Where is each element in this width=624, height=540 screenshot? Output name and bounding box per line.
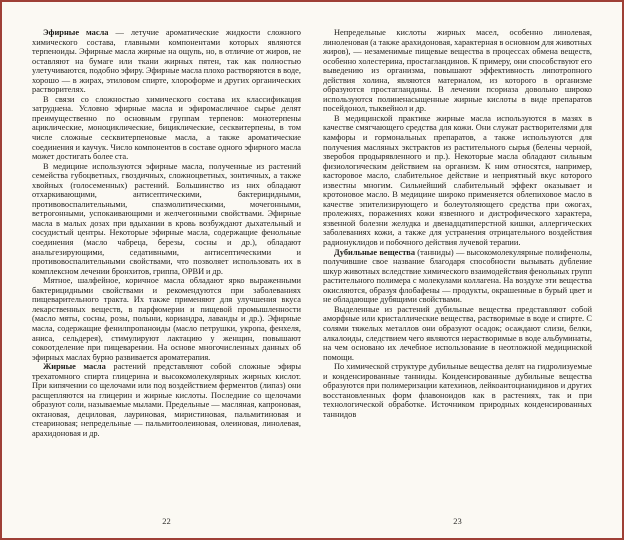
paragraph: По химической структуре дубильные вещества делят на гидролизуемые и конденсированные танниды. Конденсированные дубильные вещества образуются при полимеризации катехинов, лейкоантоцианидинов и других восстановленных форм флавоноидов как в растениях, так и при технологической обработке. Источником природных конденсированных таннидов	[323, 362, 592, 419]
right-page-text	[323, 28, 592, 511]
paragraph: Непредельные кислоты жирных масел, особенно линолевая, линоленовая (а также арахидоновая, характерная в основном для животных жиров), — незаменимые пищевые вещества в процессах обмена веществ, особенно холестерина, простагландинов. К примеру, они способствуют его выведению из организма, повышают эффективность липотропного действия холина, являются материалом, из которого в организме образуются простагландины. В лечении псориаза довольно широко используются полиненасыщенные жирные кислоты в виде препаратов посейдонол, тыквейнол и др.	[323, 28, 592, 114]
left-page-text	[32, 28, 301, 511]
paragraph: В медицине используются эфирные масла, полученные из растений семейства губоцветных, гвоздичных, сложноцветных, зонтичных, а также хвойных (голосеменных) растений. Большинство из них обладают отхаркивающими, антисептическими, бактерицидными, противовоспалительными, спазмолитическими, мочегонными, ветрогонными, успокаивающими и желчегонными свойствами. Эфирные масла в малых дозах при вдыхании в кровь возбуждают дыхательный и сосудистый центры. Некоторые эфирные масла, содержащие фенольные соединения (масло чабреца, березы, сосны и др.), обладают анальгезирующими, седативными, антисептическими и противовоспалительными свойствами, что позволяет использовать их в комплексном лечении бронхитов, гриппа, ОРВИ и др.	[32, 161, 301, 276]
paragraph-lead: Жирные масла	[43, 362, 106, 372]
right-page	[323, 28, 592, 526]
paragraph	[32, 28, 301, 95]
paragraph: Выделенные из растений дубильные вещества представляют собой аморфные или кристаллические вещества, растворимые в воде и спирте. С солями тяжелых металлов они образуют осадок; осаждают слизи, белки, алкалоиды, следствием чего являются нерастворимые в воде альбуминаты, на чем основано их лечебное использование в неотложной медицинской помощи.	[323, 304, 592, 362]
paragraph	[323, 248, 592, 305]
paragraph: В связи со сложностью химического состава их классификация затруднена. Условно эфирные масла и эфиромасличное сырье делят преимущественно по основным группам терпенов: монотерпены ациклические, моноциклические, бициклические, сесквитерпены, в том числе сложные сесквитерпеновые масла, а также ароматические соединения и каучук. Число компонентов в составе одного эфирного масла может достигать более ста.	[32, 94, 301, 162]
paragraph-text: — летучие ароматические жидкости сложного химического состава, главными компонентами которых являются терпеноиды. Эфирные масла жирные на ощупь, но, в отличие от жиров, не оставляют на бумаге или ткани жирных пятен, так как полностью улетучиваются, подобно эфиру. Эфирные масла плохо растворяются в воде, хорошо — в жирах, этиловом спирте, хлороформе и других органических растворителях.	[32, 28, 301, 95]
right-page-number: 23	[453, 516, 462, 526]
paragraph-text: растений представляют собой сложные эфиры трехатомного спирта глицерина и высокомолекулярных жирных кислот. При кипячении со щелочами или под воздействием ферментов (липаз) они расщепляются на глицерин и жирные кислоты. Последние со щелочами образуют соли, называемые мылами. Предельные — масляная, капроновая, октановая, дециловая, лауриновая, миристиновая, пальмитиновая и стеариновая; непредельные — пальмитоолеиновая, олеиновая, линолевая, арахидоновая и др.	[32, 362, 301, 438]
paragraph-lead: Эфирные масла	[43, 28, 109, 37]
left-page	[32, 28, 301, 526]
paragraph-text: (танниды) — высокомолекулярные полифенолы, получившие свое название благодаря способности вызывать дубление шкур животных вследствие химического взаимодействия фенольных групп растительного полимера с молекулами коллагена. На воздухе эти вещества окисляются, образуя флобафены — продукты, окрашенные в бурый цвет и не обладающие дубящими свойствами.	[323, 247, 592, 305]
paragraph-lead: Дубильные вещества	[334, 247, 416, 257]
paragraph: В медицинской практике жирные масла используются в мазях в качестве смягчающего средства для кожи. Они служат растворителями для камфоры и гормональных препаратов, а также используются для получения масляных экстрактов из растительного сырья (белены черной, зверобоя продырявленного и пр.). Некоторые масла обладают сильным физиологическим действием на организм. К ним относятся, например, касторовое масло, слабительное действие и неприятный вкус которого известны многим. Сильнейший слабительный эффект оказывает и кротоновое масло. В медицине широко применяется облепиховое масло в качестве эпителизирующего и болеутоляющего средства при ожогах, пролежнях, поражениях кожи язвенного и дистрофического характера, язвенной болезни желудка и двенадцатиперстной кишки, аллергических заболеваниях кожи, а также для устранения отрицательного воздействия радионуклидов и побочного действия лучевой терапии.	[323, 113, 592, 248]
paragraph	[32, 362, 301, 438]
paragraph: Мятное, шалфейное, коричное масла обладают ярко выраженными бактерицидными свойствами и рекомендуются при заболеваниях пищеварительного тракта. Их также применяют для улучшения вкуса лекарственных веществ, в парфюмерии и пищевой промышленности (масло мяты, сосны, розы, полыни, кориандра, лаванды и др.). Эфирные масла, содержащие фенилпропаноиды (масло петрушки, укропа, фенхеля, аниса, сельдерея), стимулируют лактацию у женщин, повышают сокоотделение при пищеварении. На основе многочисленных данных об эфирных маслах бурно развивается ароматерапия.	[32, 276, 301, 362]
left-page-number: 22	[162, 516, 171, 526]
